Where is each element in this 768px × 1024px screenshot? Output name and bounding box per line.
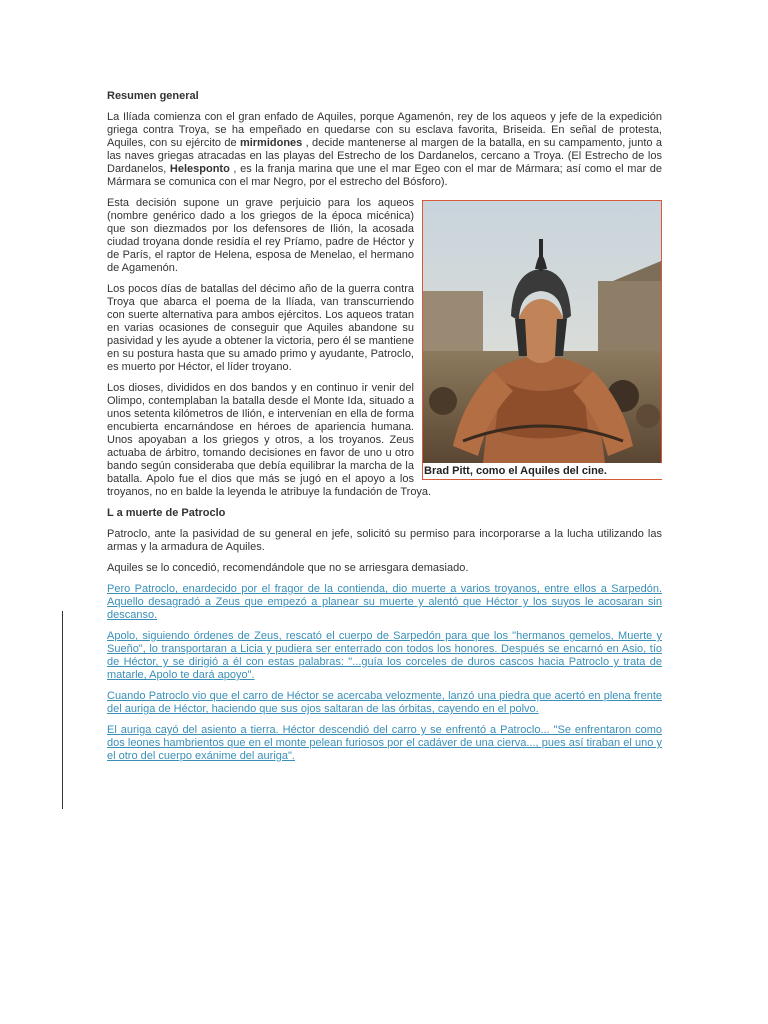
section-title-resumen: Resumen general — [107, 90, 199, 102]
bold-mirmidones: mirmidones — [239, 137, 303, 149]
link-apolo[interactable]: Apolo, siguiendo órdenes de Zeus, rescató el cuerpo de Sarpedón para que los "hermanos gemelos, Muerte y Sueño", lo transportaran a Licia y pudiera ser enterrado con todos los honores. Después se encarnó en Asio, tío de Héctor, y se dirigió a él con estas palabras: "...guía los corceles de duros cascos hacia Patroclo y trata de matarle, Apolo te dará apoyo". — [107, 630, 662, 681]
paragraph-intro: La Ilíada comienza con el gran enfado de Aquiles, porque Agamenón, rey de los aqueos y jefe de la expedición griega contra Troya, se ha empeñado en quedarse con su esclava favorita, Briseida. En señal de protesta, Aquiles, con su ejército de mirmidones , decide mantenerse al margen de la batalla, en su campamento, junto a las naves griegas atracadas en las playas del Estrecho de los Dardanelos, cercano a Troya. (El Estrecho de los Dardanelos, Helesponto , es la franja marina que une el mar Egeo con el mar de Mármara; así como el mar de Mármara se comunica con el mar Negro, por el estrecho del Bósforo). — [107, 111, 663, 188]
link-piedra[interactable]: Cuando Patroclo vio que el carro de Héctor se acercaba velozmente, lanzó una piedra que acertó en plena frente del auriga de Héctor, haciendo que sus ojos saltaran de las órbitas, cayendo en el polvo. — [107, 690, 662, 715]
paragraph-batallas: Los pocos días de batallas del décimo año de la guerra contra Troya que abarca el poema de la Ilíada, van transcurriendo con suerte alternativa para ambos ejércitos. Los aqueos tratan en varias ocasiones de conseguir que Aquiles abandone su pasividad y les ayude a obtener la victoria, pero él se mantiene en su postura hasta que su amado primo y ayudante, Patroclo, es muerto por Héctor, el líder troyano. — [107, 283, 414, 373]
warrior-helmet-photo-icon — [423, 201, 661, 463]
bold-helesponto: Helesponto — [169, 163, 230, 175]
link-sarpedon[interactable]: Pero Patroclo, enardecido por el fragor de la contienda, dio muerte a varios troyanos, entre ellos a Sarpedón. Aquello desagradó a Zeus que empezó a planear su muerte y alentó que Héctor y los suyos le acosaran sin descanso. — [107, 583, 662, 621]
paragraph-aquiles-concede: Aquiles se lo concedió, recomendándole que no se arriesgara demasiado. — [107, 562, 469, 574]
paragraph-aqueos: Esta decisión supone un grave perjuicio para los aqueos (nombre genérico dado a los griegos de la época micénica) que son diezmados por los defensores de Ilión, la acosada ciudad troyana donde residía el rey Príamo, padre de Héctor y de París, el raptor de Helena, esposa de Menelao, el hermano de Agamenón. — [107, 197, 414, 274]
figure-caption: Brad Pitt, como el Aquiles del cine. — [423, 463, 662, 479]
paragraph-dioses: Los dioses, divididos en dos bandos y en continuo ir venir del Olimpo, contemplaban la batalla desde el Monte Ida, situado a unos setenta kilómetros de Ilión, e intervenían en ella de forma encubierta encarnándose en héroes de apariencia humana. Unos apoyaban a los griegos y otros, a los troyanos. Zeus actuaba de árbitro, tomando decisiones en favor de uno u otro bando según consideraba que debía equilibrar la marcha de la batalla. Apolo fue el dios que más se jugó en el apoyo a los troyanos, no en balde la leyenda le atribuye la fundación de Troya. — [107, 382, 432, 498]
link-paragraph-apolo[interactable] — [107, 630, 662, 682]
link-paragraph-sarpedon[interactable] — [107, 583, 662, 622]
left-margin-bar — [62, 611, 63, 809]
link-paragraph-piedra[interactable] — [107, 690, 662, 716]
paragraph-patroclo-solicita: Patroclo, ante la pasividad de su general en jefe, solicitó su permiso para incorporarse a la lucha utilizando las armas y la armadura de Aquiles. — [107, 528, 662, 553]
link-paragraph-auriga[interactable] — [107, 724, 662, 763]
section-title-patroclo: L a muerte de Patroclo — [107, 507, 226, 519]
link-auriga[interactable]: El auriga cayó del asiento a tierra. Héctor descendió del carro y se enfrentó a Patroclo... "Se enfrentaron como dos leones hambrientos que en el monte pelean furiosos por el cadáver de una cierva..., pues así tiraban el uno y el otro del cuerpo exánime del auriga". — [107, 724, 662, 762]
document-page — [107, 90, 662, 763]
figure-image — [422, 200, 662, 480]
